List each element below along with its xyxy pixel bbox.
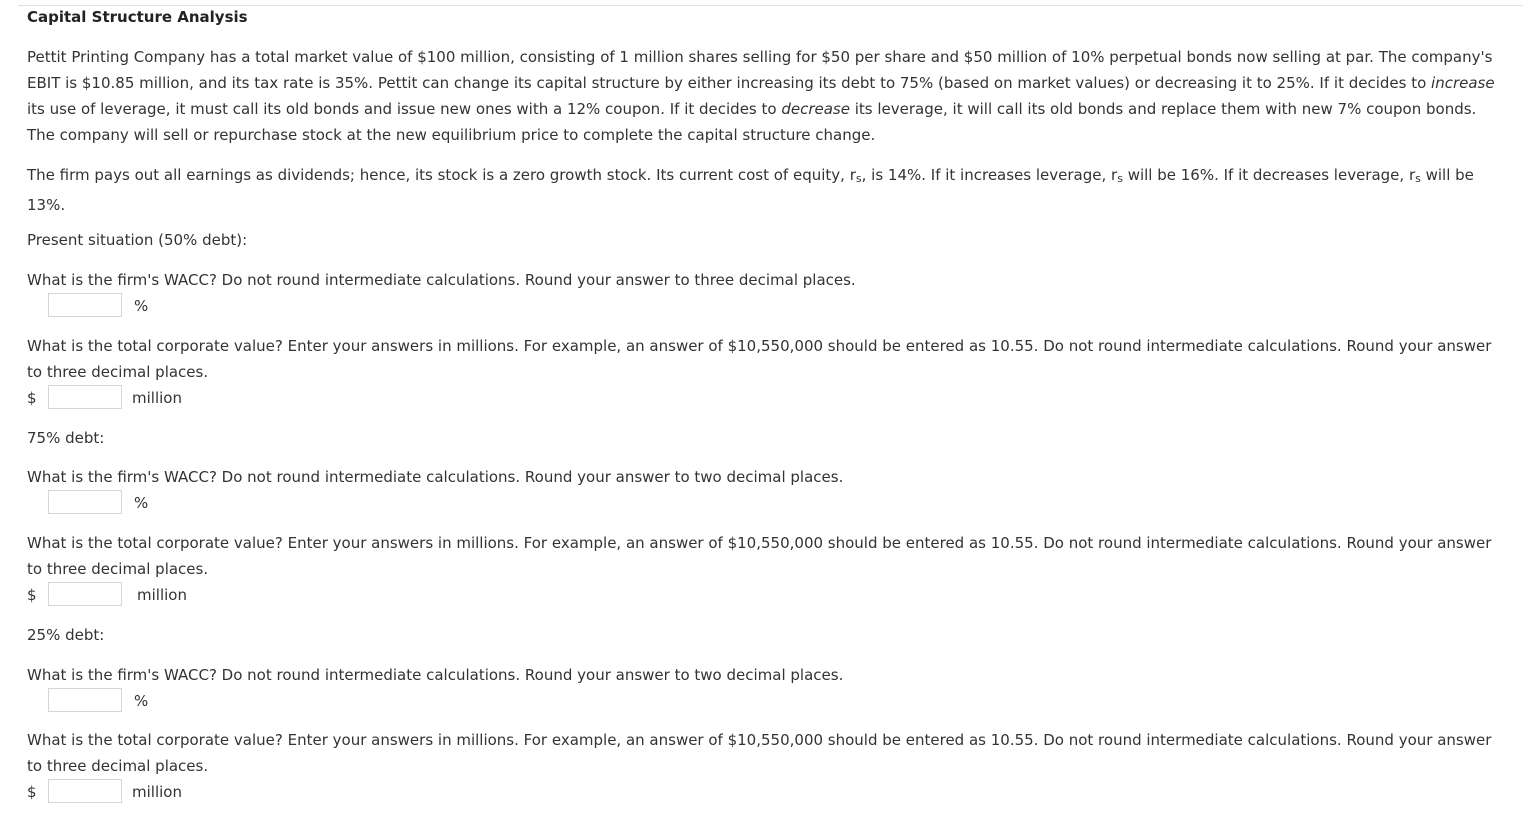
dollar-sign-75-debt: $ [27, 586, 37, 604]
intro-text-1a: Pettit Printing Company has a total market value of $100 million, consisting of 1 million shares selling for $50 per share and $50 million of 10% perpetual bonds now selling at par. The company's EBIT is $10.85 million, and its tax rate is 35%. Pettit can change its capital structure by either increasing its debt to 75% (based on market values) or decreasing it to 25%. If it decides to [27, 48, 1493, 92]
page-title: Capital Structure Analysis [27, 8, 248, 26]
section-heading-75-debt: 75% debt: [27, 429, 105, 447]
problem-paragraph-1 [27, 44, 1507, 148]
wacc-question-present: What is the firm's WACC? Do not round intermediate calculations. Round your answer to three decimal places. [27, 271, 856, 289]
dollar-sign-present: $ [27, 389, 37, 407]
wacc-unit-75-debt: % [134, 494, 149, 512]
value-input-75-debt[interactable] [48, 582, 122, 606]
wacc-input-75-debt[interactable] [48, 490, 122, 514]
top-divider [18, 5, 1523, 6]
wacc-question-25-debt: What is the firm's WACC? Do not round intermediate calculations. Round your answer to two decimal places. [27, 666, 844, 684]
value-unit-75-debt: million [137, 586, 187, 604]
intro-text-2a: The firm pays out all earnings as dividends; hence, its stock is a zero growth stock. Its current cost of equity, r [27, 166, 856, 184]
section-heading-present: Present situation (50% debt): [27, 231, 248, 249]
intro-text-1b: its use of leverage, it must call its old bonds and issue new ones with a 12% coupon. If it decides to [27, 100, 782, 118]
problem-paragraph-2 [27, 162, 1507, 218]
value-question-25-debt: What is the total corporate value? Enter your answers in millions. For example, an answer of $10,550,000 should be entered as 10.55. Do not round intermediate calculations. Round your answer to three decimal places. [27, 731, 1492, 775]
intro-emphasis-decrease: decrease [781, 100, 850, 118]
value-input-25-debt[interactable] [48, 779, 122, 803]
wacc-question-75-debt: What is the firm's WACC? Do not round intermediate calculations. Round your answer to two decimal places. [27, 468, 844, 486]
value-question-present: What is the total corporate value? Enter your answers in millions. For example, an answer of $10,550,000 should be entered as 10.55. Do not round intermediate calculations. Round your answer to three decimal places. [27, 337, 1492, 381]
wacc-input-present[interactable] [48, 293, 122, 317]
section-heading-25-debt: 25% debt: [27, 626, 105, 644]
dollar-sign-25-debt: $ [27, 783, 37, 801]
value-question-75-debt: What is the total corporate value? Enter your answers in millions. For example, an answer of $10,550,000 should be entered as 10.55. Do not round intermediate calculations. Round your answer to three decimal places. [27, 534, 1492, 578]
intro-text-2b: , is 14%. If it increases leverage, r [861, 166, 1118, 184]
value-input-present[interactable] [48, 385, 122, 409]
wacc-input-25-debt[interactable] [48, 688, 122, 712]
wacc-unit-25-debt: % [134, 692, 149, 710]
subscript-s-2: s [1117, 172, 1123, 185]
intro-emphasis-increase: increase [1431, 74, 1495, 92]
intro-text-2c: will be 16%. If it decreases leverage, r [1122, 166, 1416, 184]
value-unit-25-debt: million [132, 783, 182, 801]
wacc-unit-present: % [134, 297, 149, 315]
subscript-s-3: s [1415, 172, 1421, 185]
intro-text-2d: will be 13%. [27, 166, 1474, 214]
intro-text-1c: its leverage, it will call its old bonds and replace them with new 7% coupon bonds. The company will sell or repurchase stock at the new equilibrium price to complete the capital structure change. [27, 100, 1477, 144]
value-unit-present: million [132, 389, 182, 407]
subscript-s-1: s [855, 172, 862, 185]
